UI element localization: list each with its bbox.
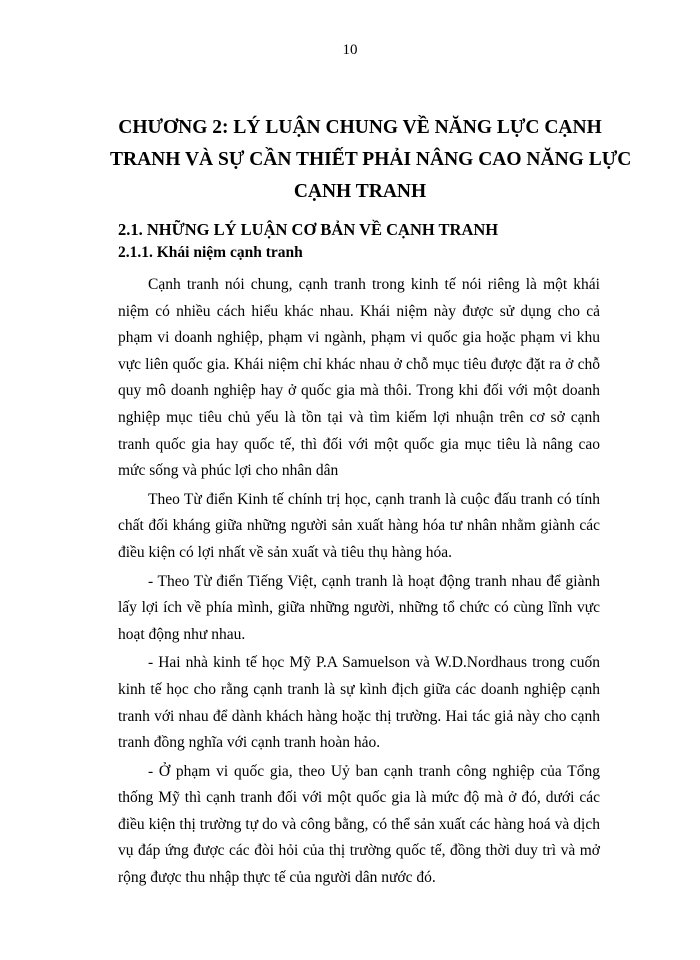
paragraph-samuelson-nordhaus: - Hai nhà kinh tế học Mỹ P.A Samuelson và W.D.Nordhaus trong cuốn kinh tế học cho rằng cạnh tranh là sự kình địch giữa các doanh nghiệp cạnh tranh với nhau để dành khách hàng hoặc thị trường. Hai tác giả này cho cạnh tranh đồng nghĩa với cạnh tranh hoàn hảo.: [118, 654, 600, 752]
paragraph-vietnamese-dictionary: - Theo Từ điển Tiếng Việt, cạnh tranh là hoạt động tranh nhau để giành lấy lợi ích về phía mình, giữa những người, những tổ chức có cùng lĩnh vực hoạt động như nhau.: [118, 572, 600, 643]
paragraph-political-economy-dictionary: Theo Từ điển Kinh tế chính trị học, cạnh tranh là cuộc đấu tranh có tính chất đối kháng giữa những người sản xuất hàng hóa tư nhân nhằm giành các điều kiện có lợi nhất về sản xuất và tiêu thụ hàng hóa.: [118, 490, 600, 561]
page-number: 10: [342, 42, 358, 58]
body-text: [118, 272, 600, 894]
chapter-title-line: TRANH VÀ SỰ CẦN THIẾT PHẢI NÂNG CAO NĂNG LỰC: [110, 149, 632, 170]
section-heading: 2.1. NHỮNG LÝ LUẬN CƠ BẢN VỀ CẠNH TRANH: [118, 220, 499, 239]
paragraph-national-scope: - Ở phạm vi quốc gia, theo Uỷ ban cạnh tranh công nghiệp của Tổng thống Mỹ thì cạnh tranh đối với một quốc gia là mức độ mà ở đó, dưới các điều kiện thị trường tự do và công bằng, có thể sản xuất các hàng hoá và dịch vụ đáp ứng được các đòi hỏi của thị trường quốc tế, đồng thời duy trì và mở rộng được thu nhập thực tế của người dân nước đó.: [118, 762, 600, 887]
chapter-title: [110, 112, 632, 208]
chapter-title-line: CHƯƠNG 2: LÝ LUẬN CHUNG VỀ NĂNG LỰC CẠNH: [118, 117, 602, 138]
chapter-title-line: CẠNH TRANH: [293, 181, 427, 202]
subsection-heading: 2.1.1. Khái niệm cạnh tranh: [118, 244, 303, 261]
paragraph-definition-intro: Cạnh tranh nói chung, cạnh tranh trong kinh tế nói riêng là một khái niệm có nhiều cách hiểu khác nhau. Khái niệm này được sử dụng cho cả phạm vi doanh nghiệp, phạm vi ngành, phạm vi quốc gia hoặc phạm vi khu vực liên quốc gia. Khái niệm chỉ khác nhau ở chỗ mục tiêu được đặt ra ở chỗ quy mô doanh nghiệp hay ở quốc gia mà thôi. Trong khi đối với một doanh nghiệp mục tiêu chủ yếu là tồn tại và tìm kiếm lợi nhuận trên cơ sở cạnh tranh quốc gia hay quốc tế, thì đối với một quốc gia mục tiêu là nâng cao mức sống và phúc lợi cho nhân dân: [118, 276, 600, 480]
